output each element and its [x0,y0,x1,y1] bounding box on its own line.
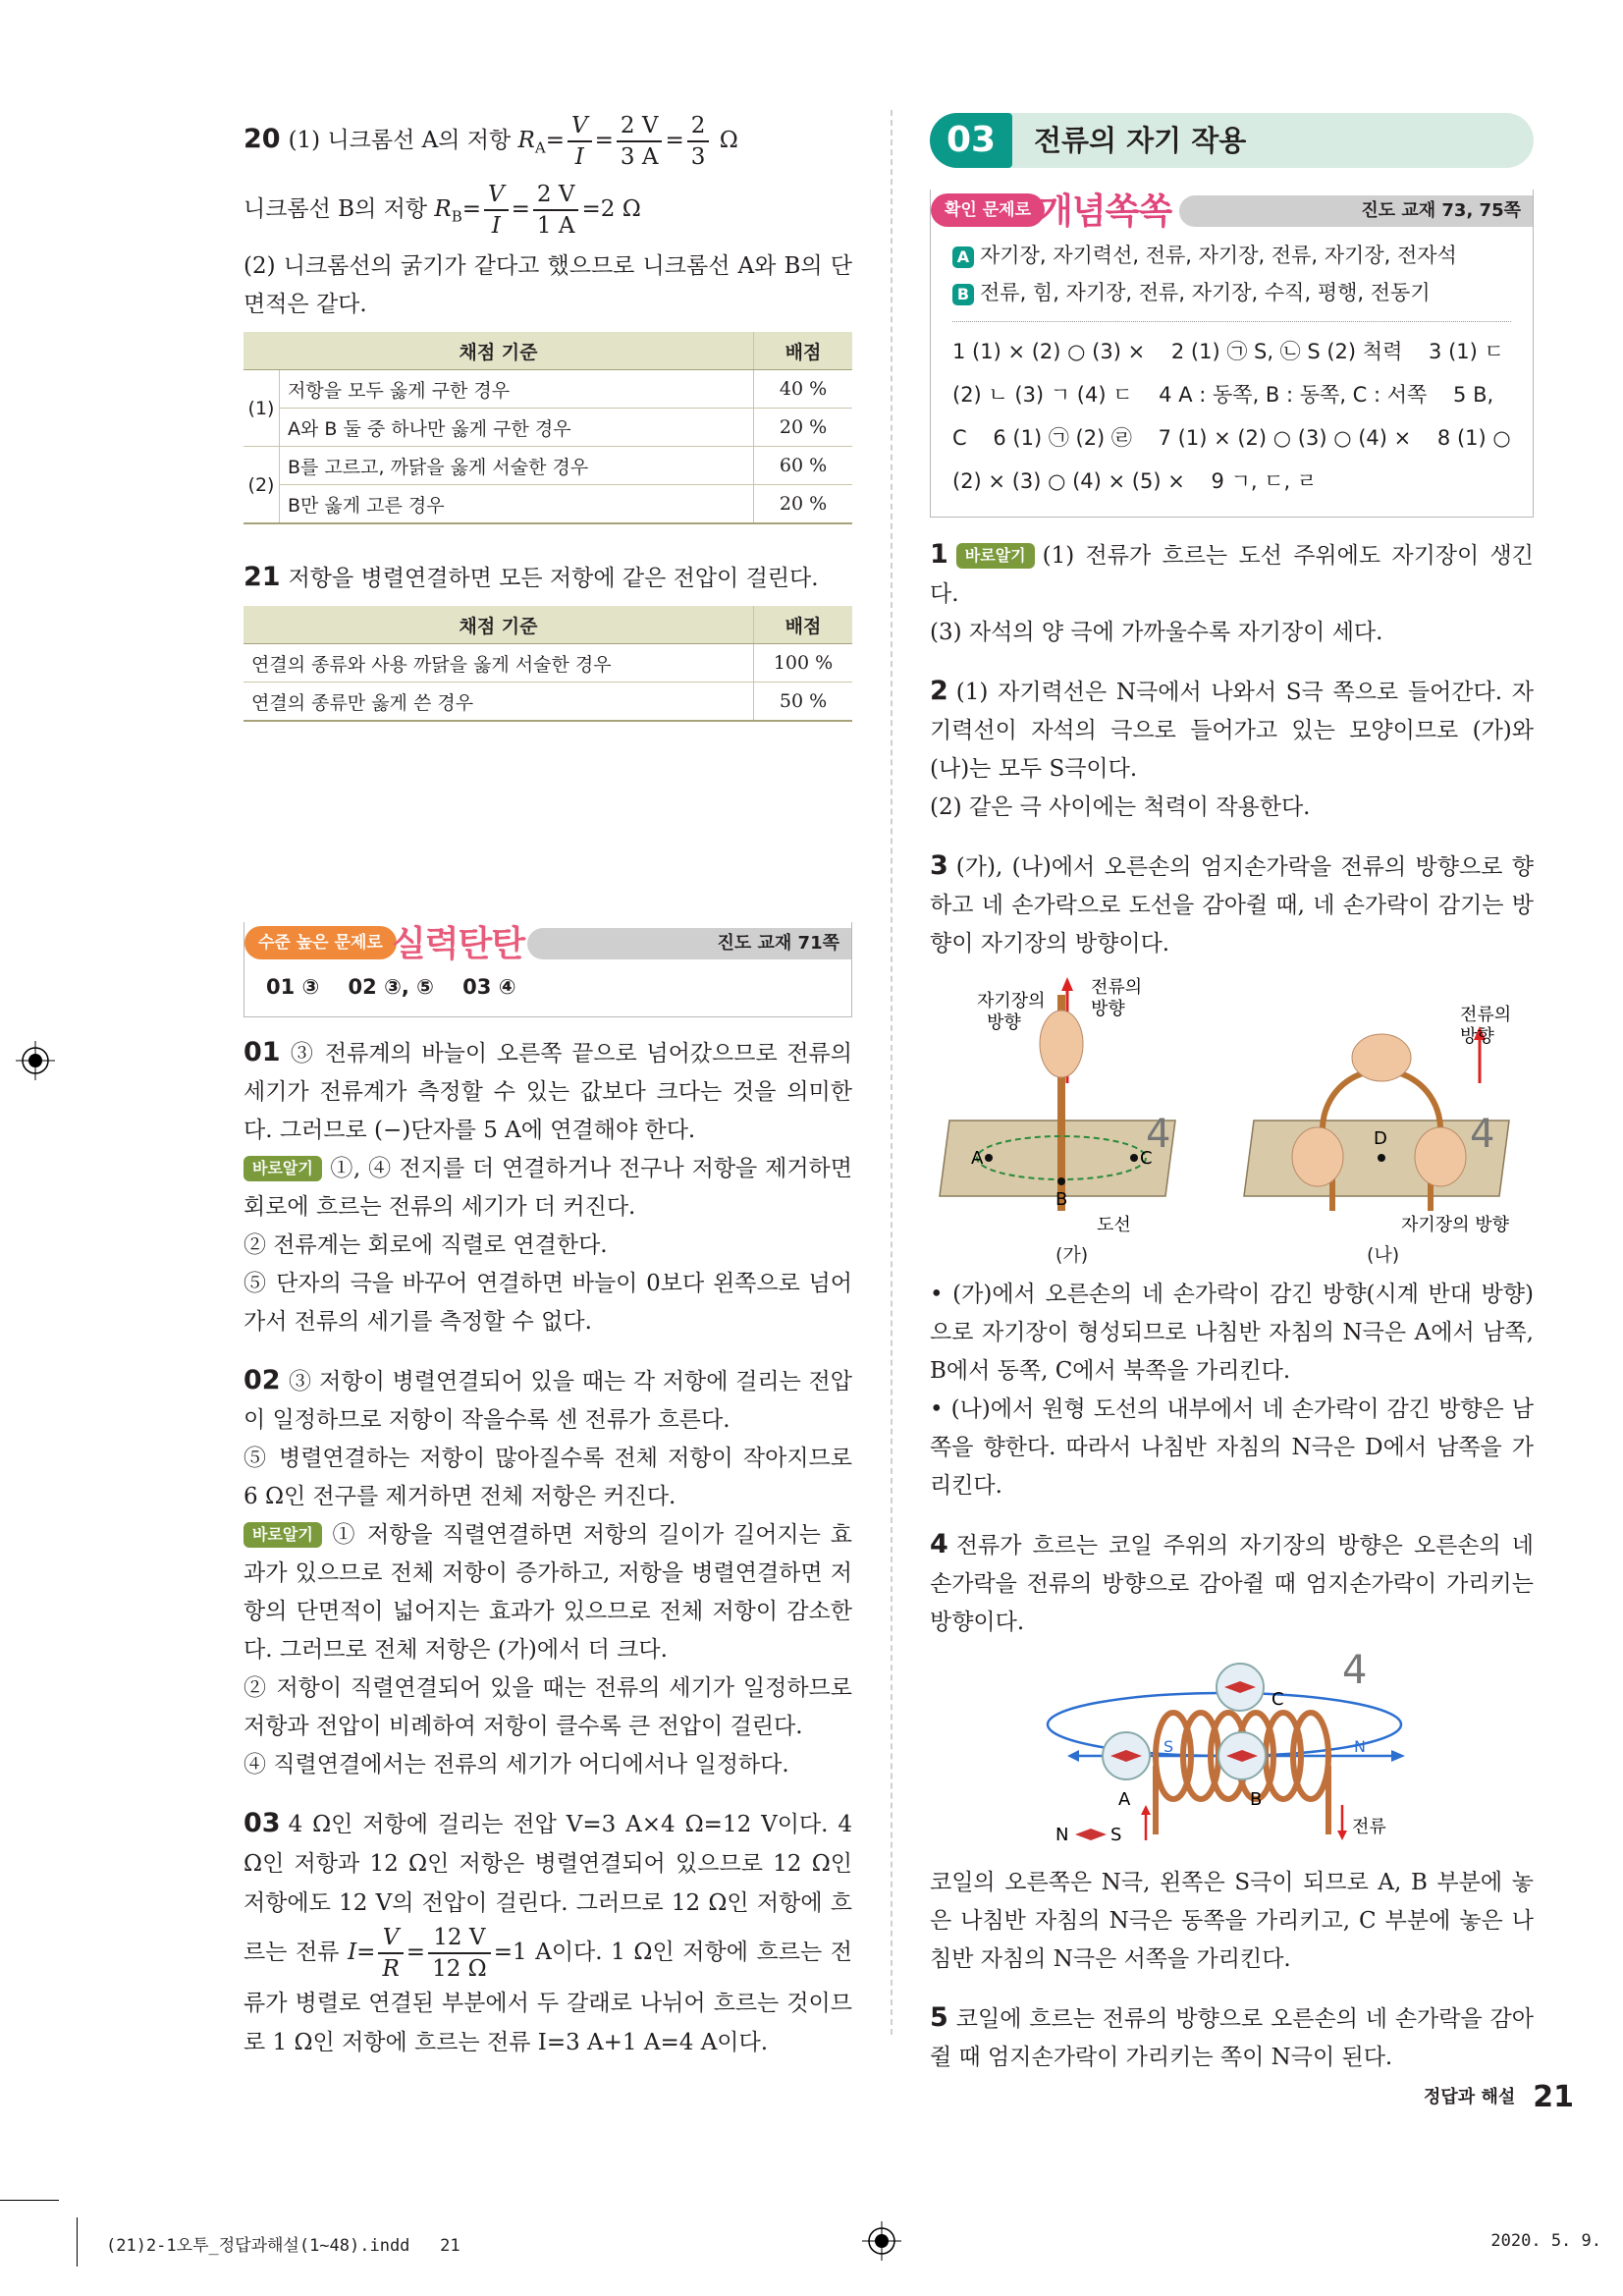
concept-box [930,190,1534,518]
na-field-label: 자기장의 방향 [1401,1215,1510,1235]
r-q2 [930,672,1534,789]
frac-den: I [574,144,584,170]
q20-line1: 20 (1) 니크롬선 A의 저항 $R_A=$ $\frac{V}{I}$ = $\frac{2 V}{3 A}$ = $\frac{2}{3}$ Ω [243,113,738,170]
concept-title: 개념쏙쏙 [1039,191,1172,232]
q21-number: 21 [243,562,281,593]
frac-num: V [378,1923,403,1954]
table-header-criteria: 채점 기준 [243,606,754,644]
table-cell: 연결의 종류와 사용 까닭을 옳게 서술한 경우 [243,644,754,683]
frac-den: I [491,212,501,239]
label-c: C [1140,1148,1153,1169]
table-cell-points: 60 % [754,447,853,485]
q01-b1 [243,1150,852,1227]
label-a-badge: A [952,246,974,268]
ga-field-label2: 방향 [987,1012,1021,1033]
right-hand-rule-figure [930,975,1534,1240]
concept-tag: 확인 문제로 [931,193,1045,227]
q01-b3: ⑤ 단자의 극을 바꾸어 연결하면 바늘이 0보다 왼쪽으로 넘어가서 전류의 세기를 측정할 수 없다. [243,1271,852,1336]
q20-eq: = [545,128,565,153]
table-header-row [243,332,852,370]
q20-line2: 니크롬선 B의 저항 $R_B=$ $\frac{V}{I}$ = $\frac{2 V}{1 A}$ =2 Ω [243,181,641,239]
q03-body1: 4 Ω인 저항에 걸리는 전압 V=3 A×4 Ω=12 V이다. 4 Ω인 저항과 12 Ω인 저항은 병렬연결되어 있으므로 12 Ω인 저항에도 12 V의 전압이 걸린다. 그러므로 12 Ω인 저항에 흐르는 전류 [243,1812,852,1966]
frac-den: 3 A [620,144,659,170]
frac-den: 1 A [536,212,575,239]
point-b [1057,1177,1065,1185]
q03-frac2 [428,1923,491,1984]
q20-unit: Ω [719,128,738,153]
q20-text1: (1) 니크롬선 A의 저항 [288,128,518,153]
r-q1-t2: (3) 자석의 양 극에 가까울수록 자기장이 세다. [930,620,1383,645]
na-num4: 4 [1470,1112,1495,1157]
r-q5 [930,1998,1534,2077]
table-cell: B를 고르고, 까닭을 옳게 서술한 경우 [280,447,754,485]
r-q5-number: 5 [930,2002,948,2033]
concept-answers-3: C 6 (1) ㉠ (2) ㉣ 7 (1) × (2) ○ (3) ○ (4) × 8 (1) ○ [952,426,1511,450]
frac-num: 2 V [533,180,579,211]
left-hand-na [1292,1127,1343,1186]
legend-s: S [1110,1825,1122,1844]
left-column [243,110,852,2062]
label-d: D [1374,1128,1387,1149]
table-header-row [243,606,852,644]
r-q4 [930,1525,1534,1642]
concept-ref: 진도 교재 73, 75쪽 [1361,200,1521,221]
group-label: (1) [243,370,280,447]
r-q1-number: 1 [930,539,948,570]
frac-num: 12 V [428,1923,491,1954]
frac-num: V [484,180,509,211]
section-header [930,113,1534,168]
table-row [243,485,852,524]
figure-captions [930,1240,1534,1270]
q20-line3: (2) 니크롬선의 굵기가 같다고 했으므로 니크롬선 A와 B의 단면적은 같다. [243,253,852,318]
table-row [243,370,852,409]
concept-divider [952,321,1511,322]
current-arrow-head-ga [1061,977,1073,991]
group-label: (2) [243,447,280,524]
section-number: 03 [930,113,1012,168]
table-row [243,409,852,447]
concept-b-line [952,274,1511,311]
q20-rb-sub: B [451,207,462,226]
table-row [243,447,852,485]
concept-answers-4: (2) × (3) ○ (4) × (5) × 9 ㄱ, ㄷ, ㄹ [952,469,1318,493]
label-b: B [1055,1189,1068,1210]
slug-date: 2020. 5. 9. [1490,2231,1601,2251]
footer-label: 정답과 해설 [1424,2087,1516,2107]
r-q3-bullet2: • (나)에서 원형 도선의 내부에서 네 손가락이 감긴 방향은 남쪽을 향한다. 따라서 나침반 자침의 N극은 D에서 남쪽을 가리킨다. [930,1396,1534,1499]
q20-number: 20 [243,124,281,154]
point-c [1130,1154,1138,1162]
crop-mark [0,2200,59,2201]
label-a: A [971,1148,984,1169]
baroalgi-badge: 바로알기 [956,543,1035,569]
advanced-ref: 진도 교재 71쪽 [717,933,839,955]
table-cell: B만 옳게 고른 경우 [280,485,754,524]
r-q1 [930,535,1534,614]
table-cell-points: 20 % [754,485,853,524]
advanced-title: 실력탄탄 [392,924,525,965]
q03-number: 03 [243,1808,281,1839]
coil-label-b: B [1250,1789,1263,1810]
top-hand-na [1352,1034,1411,1081]
q01-b2: ② 전류계는 회로에 직렬로 연결한다. [243,1232,608,1259]
r-q3-bullet1: • (가)에서 오른손의 네 손가락이 감긴 방향(시계 반대 방향)으로 자기장이 형성되므로 나침반 자침의 N극은 A에서 남쪽, B에서 동쪽, C에서 북쪽을 가리킨다. [930,1282,1534,1384]
table-cell: 저항을 모두 옳게 구한 경우 [280,370,754,409]
frac-num: 2 V [617,111,663,142]
table-row [243,644,852,683]
slug-file: (21)2-1오투_정답과해설(1~48).indd 21 [106,2236,460,2256]
r-q4-t2: 코일의 오른쪽은 N극, 왼쪽은 S극이 되므로 A, B 부분에 놓은 나침반 자침의 N극은 동쪽을 가리키고, C 부분에 놓은 나침반 자침의 N극은 서쪽을 가리킨다. [930,1870,1534,1972]
r-q2-body: (1) 자기력선은 N극에서 나와서 S극 쪽으로 들어간다. 자기력선이 자석의 극으로 들어가고 있는 모양이므로 (가)와 (나)는 모두 S극이다. [930,680,1534,782]
ga-current-label2: 방향 [1091,999,1125,1019]
table-row [243,683,852,722]
point-d [1378,1154,1385,1162]
frac-den: 3 [690,144,706,170]
q02-b3: ④ 직렬연결에서는 전류의 세기가 어디에서나 일정하다. [243,1752,789,1778]
r-q2-t2: (2) 같은 극 사이에는 척력이 작용한다. [930,794,1311,820]
frac-den: R [382,1956,400,1983]
coil-label-a: A [1118,1789,1131,1810]
q20-frac3 [687,111,710,172]
na-current-label2: 방향 [1460,1026,1494,1047]
q02-number: 02 [243,1365,281,1396]
field-arrow-right [1391,1750,1405,1762]
advanced-answer-box [243,922,852,1017]
q20-frac5 [533,180,579,241]
q20-r-sub: A [534,138,546,157]
right-hand-na [1415,1127,1466,1186]
q02-text [243,1361,852,1440]
q20-result: =2 Ω [581,195,641,222]
table-header-criteria: 채점 기준 [243,332,754,370]
q02-body: ③ 저항이 병렬연결되어 있을 때는 각 저항에 걸리는 전압이 일정하므로 저항이 작을수록 센 전류가 흐른다. [243,1369,852,1434]
table-cell-points: 100 % [754,644,853,683]
q03-text: 03 4 Ω인 저항에 걸리는 전압 V=3 A×4 Ω=12 V이다. 4 Ω인 저항과 12 Ω인 저항은 병렬연결되어 있으므로 12 Ω인 저항에도 12 V의 전압이 걸린다. 그러므로 12 Ω인 저항에 흐르는 전류 I= $\frac{V}{R}$ = $\frac{12 V}{12 \Omega}$ =1 A이다. 1 Ω인 저항에 흐르는 전류가 병렬로 연결된 부분에서 두 갈래로 나뉘어 흐르는 것이므로 1 Ω인 저항에 흐르는 전류 I=3 A+1 A=4 A이다. [243,1808,853,2056]
q01-body: ③ 전류계의 바늘이 오른쪽 끝으로 넘어갔으므로 전류의 세기가 전류계가 측정할 수 있는 값보다 크다는 것을 의미한다. 그러므로 (−)단자를 5 A에 연결해야 한다. [243,1041,852,1144]
advanced-tag: 수준 높은 문제로 [244,926,397,959]
q20-text2: 니크롬선 B의 저항 [243,195,435,222]
page-number: 21 [1533,2080,1574,2114]
ga-wire-label: 도선 [1097,1215,1131,1235]
r-q4-body: 전류가 흐르는 코일 주위의 자기장의 방향은 오른손의 네 손가락을 전류의 방향으로 감아쥘 때 엄지손가락이 가리키는 방향이다. [930,1533,1534,1635]
q01-number: 01 [243,1037,281,1068]
crop-mark-vertical [77,2217,78,2267]
q01-b1-text: ①, ④ 전지를 더 연결하거나 전구나 저항을 제거하면 회로에 흐르는 전류의 세기가 더 커진다. [243,1156,852,1221]
q03-i-symbol: I [348,1940,357,1966]
footer-page [1424,2080,1574,2114]
table-cell-points: 20 % [754,409,853,447]
q21-body: 저항을 병렬연결하면 모든 저항에 같은 전압이 걸린다. [288,566,819,592]
table-cell: A와 B 둘 중 하나만 옳게 구한 경우 [280,409,754,447]
r-q2-number: 2 [930,676,948,706]
q21-text [243,558,852,598]
na-current-label1: 전류의 [1460,1005,1512,1025]
concept-a-text: 자기장, 자기력선, 전류, 자기장, 전류, 자기장, 전자석 [980,244,1457,267]
section-title: 전류의 자기 작용 [1034,124,1247,157]
table-header-points: 배점 [754,606,853,644]
legend-n: N [1055,1825,1069,1844]
coil-label-n: N [1354,1737,1366,1756]
legend-needle [1075,1829,1107,1840]
current-arrow-down-head [1337,1831,1347,1840]
registration-mark-bottom [862,2221,901,2261]
point-a [985,1154,993,1162]
coil-figure [930,1648,1534,1844]
hand-ga [1040,1011,1083,1077]
q20-frac2 [617,111,663,172]
column-divider [891,110,893,2035]
concept-answers-1: 1 (1) × (2) ○ (3) × 2 (1) ㉠ S, ㉡ S (2) 척력 3 (1) ㄷ [952,340,1504,363]
coil-label-c: C [1271,1689,1284,1710]
q02-b2: ② 저항이 직렬연결되어 있을 때는 전류의 세기가 일정하므로 저항과 전압이 비례하여 저항이 클수록 큰 전압이 걸린다. [243,1675,852,1740]
q01-text [243,1033,852,1150]
concept-header [931,190,1533,232]
caption-ga: (가) [1055,1244,1089,1266]
frac-num: V [568,111,592,142]
coil-label-s: S [1163,1737,1174,1756]
current-label: 전류 [1352,1817,1386,1837]
q02-t2: ⑤ 병렬연결하는 저항이 많아질수록 전체 저항이 작아지므로 6 Ω인 전구를 제거하면 전체 저항은 커진다. [243,1446,852,1510]
registration-mark-left [16,1041,55,1080]
r-q3 [930,847,1534,963]
advanced-header [244,922,851,965]
baroalgi-badge: 바로알기 [243,1522,322,1548]
frac-num: 2 [687,111,710,142]
field-arrow-left [1067,1750,1079,1762]
current-arrow-up-head [1141,1805,1151,1815]
table-cell-points: 40 % [754,370,853,409]
concept-a-line [952,237,1511,274]
baroalgi-badge: 바로알기 [243,1156,322,1181]
advanced-answers: 01 ③ 02 ③, ⑤ 03 ④ [266,975,516,1000]
label-b-badge: B [952,284,974,305]
q03-body2: =1 A이다. 1 Ω인 저항에 흐르는 전류가 병렬로 연결된 부분에서 두 갈래로 나뉘어 흐르는 것이므로 1 Ω인 저항에 흐르는 전류 I=3 A+1 A=4 A이다. [243,1940,853,2056]
r-q1-body: (1) 전류가 흐르는 도선 주위에도 자기장이 생긴다. [930,543,1534,607]
caption-na: (나) [1367,1244,1400,1266]
q02-b1 [243,1516,852,1669]
concept-answers-2: (2) ㄴ (3) ㄱ (4) ㄷ 4 A : 동쪽, B : 동쪽, C : 서쪽 5 B, [952,383,1494,407]
q03-frac1 [378,1923,403,1984]
q21-score-table [243,606,852,722]
table-cell: 연결의 종류만 옳게 쓴 경우 [243,683,754,722]
q02-b1-text: ① 저항을 직렬연결하면 저항의 길이가 길어지는 효과가 있으므로 전체 저항이 증가하고, 저항을 병렬연결하면 저항의 단면적이 넓어지는 효과가 있으므로 전체 저항이 감소한다. 그러므로 전체 저항은 (가)에서 더 크다. [243,1522,852,1664]
frac-den: 12 Ω [432,1956,487,1983]
q20-frac4 [484,180,509,241]
ga-current-label1: 전류의 [1091,977,1143,998]
q20-r-symbol: R [517,128,535,153]
coil-num4: 4 [1342,1648,1368,1693]
ga-num4: 4 [1146,1112,1171,1157]
table-header-points: 배점 [754,332,853,370]
q20-rb-symbol: R [434,195,452,222]
r-q4-number: 4 [930,1529,948,1559]
ga-field-label1: 자기장의 [977,991,1046,1011]
table-cell-points: 50 % [754,683,853,722]
q20-frac1 [568,111,592,172]
r-q3-body: (가), (나)에서 오른손의 엄지손가락을 전류의 방향으로 향하고 네 손가락으로 도선을 감아쥘 때, 네 손가락이 감기는 방향이 자기장의 방향이다. [930,854,1534,957]
concept-b-text: 전류, 힘, 자기장, 전류, 자기장, 수직, 평행, 전동기 [980,281,1431,304]
right-column [930,113,1534,2077]
r-q5-body: 코일에 흐르는 전류의 방향으로 오른손의 네 손가락을 감아쥘 때 엄지손가락이 가리키는 쪽이 N극이 된다. [930,2006,1534,2070]
concept-body [931,229,1533,517]
r-q3-number: 3 [930,850,948,881]
q20-score-table [243,332,852,524]
